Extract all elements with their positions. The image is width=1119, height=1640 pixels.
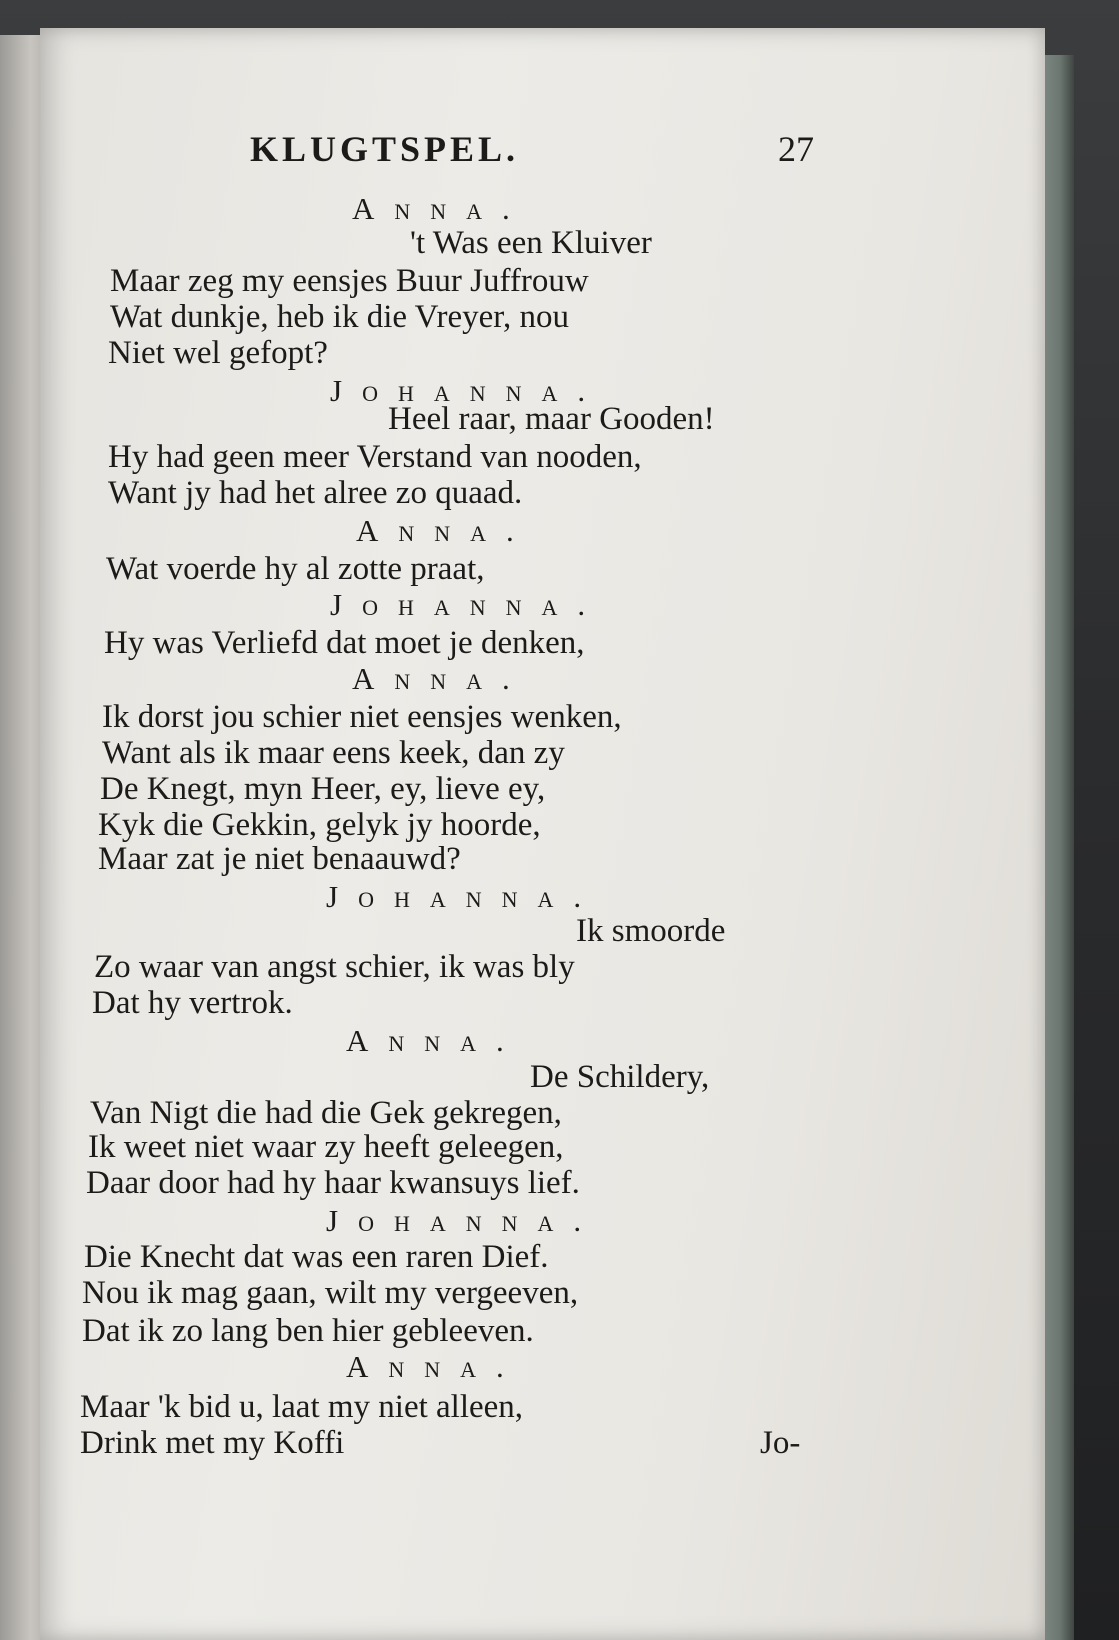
verse-line: Ik weet niet waar zy heeft geleegen,: [88, 1129, 564, 1165]
verse-line: Die Knecht dat was een raren Dief.: [84, 1239, 549, 1275]
speaker-name: Anna.: [346, 1349, 524, 1384]
verse-line: De Schildery,: [530, 1059, 710, 1095]
page-number: 27: [778, 129, 814, 169]
verse-line: 't Was een Kluiver: [410, 225, 652, 261]
verse-line: Ik smoorde: [576, 913, 726, 949]
verse-line: Nou ik mag gaan, wilt my vergeeven,: [82, 1275, 579, 1311]
verse-line: Zo waar van angst schier, ik was bly: [94, 949, 575, 985]
verse-line: Wat voerde hy al zotte praat,: [106, 551, 485, 587]
verse-line: Heel raar, maar Gooden!: [388, 401, 715, 437]
verse-line: Dat ik zo lang ben hier gebleeven.: [82, 1313, 534, 1349]
speaker-name: Johanna.: [330, 587, 606, 622]
speaker-name: Johanna.: [330, 373, 606, 408]
verse-line: Hy had geen meer Verstand van nooden,: [108, 439, 642, 475]
verse-line: Maar zeg my eensjes Buur Juffrouw: [110, 263, 589, 299]
speaker-name: Anna.: [352, 191, 530, 226]
verse-line: Want als ik maar eens keek, dan zy: [102, 735, 565, 771]
verse-line: Wat dunkje, heb ik die Vreyer, nou: [110, 299, 569, 335]
verse-line: Ik dorst jou schier niet eensjes wenken,: [102, 699, 622, 735]
verse-line: Drink met my Koffi: [80, 1425, 345, 1461]
verse-line: Maar zat je niet benaauwd?: [98, 841, 461, 877]
verse-line: Daar door had hy haar kwansuys lief.: [86, 1165, 580, 1201]
catchword: Jo-: [760, 1425, 801, 1461]
running-head: KLUGTSPEL.: [250, 129, 520, 169]
speaker-name: Johanna.: [326, 879, 602, 914]
verse-line: Kyk die Gekkin, gelyk jy hoorde,: [98, 807, 541, 843]
speaker-name: Anna.: [356, 513, 534, 548]
verse-line: De Knegt, myn Heer, ey, lieve ey,: [100, 771, 546, 807]
verse-line: Hy was Verliefd dat moet je denken,: [104, 625, 585, 661]
speaker-name: Johanna.: [326, 1203, 602, 1238]
speaker-name: Anna.: [346, 1023, 524, 1058]
verse-line: Want jy had het alree zo quaad.: [108, 475, 523, 511]
speaker-name: Anna.: [352, 661, 530, 696]
book-cover-edge: [1040, 55, 1074, 1640]
verse-line: Van Nigt die had die Gek gekregen,: [90, 1095, 562, 1131]
facing-page-edge: [0, 35, 44, 1640]
verse-line: Dat hy vertrok.: [92, 985, 293, 1021]
verse-line: Maar 'k bid u, laat my niet alleen,: [80, 1389, 524, 1425]
verse-line: Niet wel gefopt?: [108, 335, 328, 371]
